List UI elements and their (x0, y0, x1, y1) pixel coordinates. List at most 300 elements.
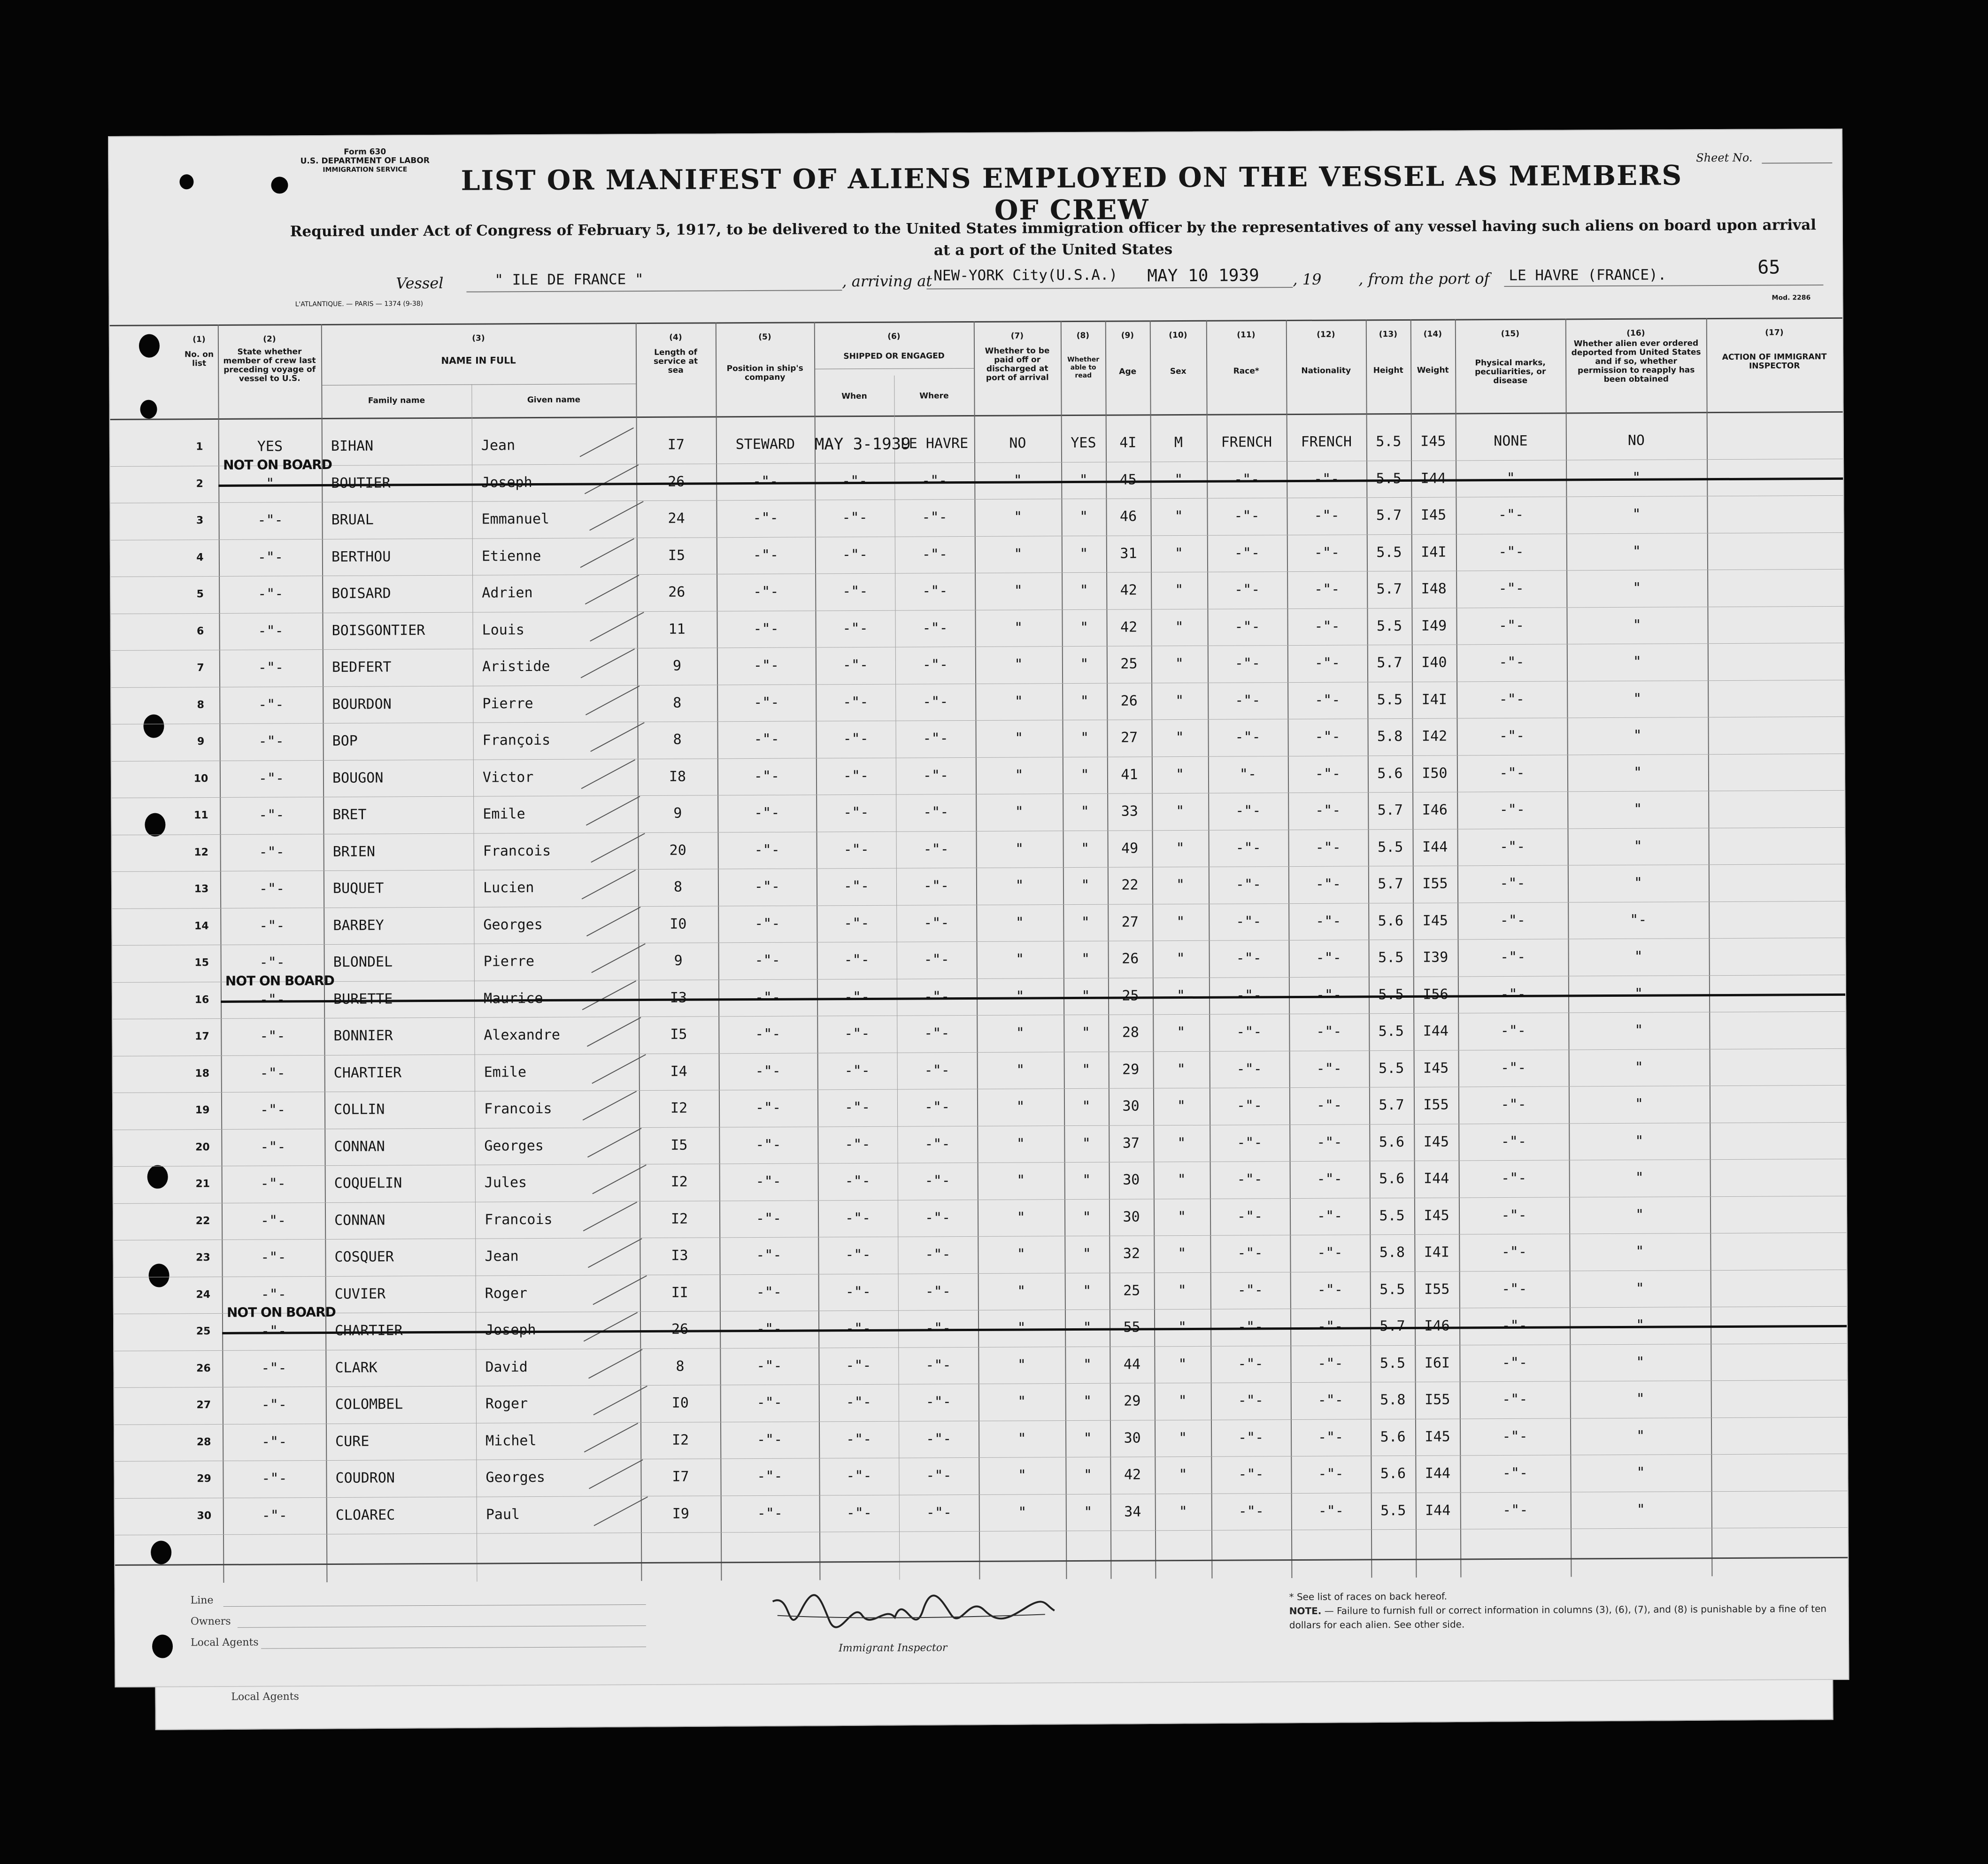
cell-when: -"- (843, 878, 870, 895)
note-text: — Failure to furnish full or correct information in columns (3), (6), (7), and (8) is punishable by a fine of ten dollars for each alien. See other side. (1289, 1603, 1827, 1631)
col-15-header: Physical marks, peculiarities, or disease (1475, 358, 1546, 386)
cell-marks: -"- (1500, 948, 1526, 966)
cell-family: COLLIN (333, 1101, 385, 1118)
cell-marks: -"- (1499, 654, 1525, 671)
cell-no: 11 (193, 809, 208, 822)
cell-given: Adrien (482, 585, 533, 601)
line-field (223, 1604, 646, 1607)
service-name: IMMIGRATION SERVICE (323, 166, 408, 174)
cell-family: BONNIER (333, 1027, 393, 1044)
cell-marks: -"- (1500, 1022, 1526, 1040)
cell-no: 13 (194, 883, 209, 895)
cell-given: Victor (482, 769, 534, 786)
cell-service: 8 (676, 1358, 685, 1375)
cell-nat: -"- (1315, 692, 1341, 709)
cell-when: -"- (846, 1504, 872, 1521)
cell-prev: " (266, 475, 275, 492)
cell-where: -"- (925, 1430, 952, 1447)
not-on-board-stamp: NOT ON BOARD (225, 972, 334, 989)
cell-read: " (1079, 582, 1088, 599)
cell-when: -"- (842, 472, 868, 489)
cell-read: " (1079, 545, 1088, 562)
cell-where: -"- (926, 1467, 952, 1484)
cell-nat: -"- (1318, 1355, 1343, 1372)
cell-weight: I45 (1420, 433, 1446, 450)
cell-prev: -"- (259, 880, 285, 897)
cell-paid: " (1014, 619, 1023, 636)
cell-prev: -"- (261, 1433, 287, 1450)
cell-marks: -"- (1502, 1464, 1528, 1482)
cell-sex: " (1176, 950, 1185, 967)
cell-service: 24 (668, 510, 685, 527)
cell-when: -"- (843, 804, 869, 821)
cell-sex: " (1179, 1466, 1187, 1483)
col-7-number: (7) (1010, 331, 1024, 341)
cell-position: -"- (754, 841, 780, 858)
cell-no: 2 (196, 478, 203, 490)
cell-marks: -"- (1499, 764, 1525, 781)
cell-when: -"- (842, 656, 869, 674)
cell-where: -"- (924, 1025, 950, 1042)
cell-prev: -"- (261, 1323, 287, 1340)
cell-deported: " (1633, 579, 1641, 596)
cell-sex: " (1174, 471, 1183, 488)
cell-prev: -"- (261, 1286, 286, 1303)
cell-sex: M (1174, 434, 1183, 451)
cell-family: CURE (335, 1433, 370, 1450)
cell-race: -"- (1237, 1134, 1263, 1151)
cell-weight: I48 (1421, 580, 1447, 597)
cell-family: CONNAN (334, 1211, 385, 1229)
cell-when: -"- (845, 1136, 871, 1153)
col-8-number: (8) (1076, 331, 1090, 341)
cell-deported: " (1636, 1464, 1645, 1481)
cell-given: Francois (484, 1211, 553, 1228)
cell-deported: " (1634, 1095, 1644, 1112)
cell-position: -"- (753, 657, 779, 674)
cell-race: -"- (1238, 1429, 1264, 1446)
cell-height: 5.8 (1377, 728, 1403, 745)
cell-read: " (1083, 1430, 1092, 1447)
cell-when: -"- (844, 951, 870, 969)
line-label: Line (190, 1594, 214, 1607)
not-on-board-stamp: NOT ON BOARD (223, 456, 332, 473)
cell-service: I2 (670, 1100, 688, 1117)
cell-given: David (485, 1358, 528, 1376)
cell-sex: " (1178, 1392, 1187, 1410)
cell-paid: " (1015, 840, 1024, 857)
immigrant-inspector-label: Immigrant Inspector (839, 1642, 948, 1655)
cell-sex: " (1175, 618, 1184, 635)
cell-nat: -"- (1315, 802, 1341, 819)
col-6-sub-where: Where (919, 391, 949, 401)
cell-paid: " (1014, 656, 1023, 673)
cell-nat: -"- (1314, 544, 1340, 561)
cell-age: 27 (1120, 729, 1138, 746)
cell-age: 46 (1119, 508, 1137, 525)
manifest-sheet (108, 129, 1849, 1687)
cell-position: -"- (756, 1394, 782, 1411)
cell-position: -"- (755, 1063, 781, 1079)
cell-where: -"- (923, 878, 949, 894)
cell-deported: " (1635, 1317, 1645, 1333)
cell-height: 5.5 (1378, 986, 1404, 1003)
form-no: Form 630 (344, 147, 386, 157)
cell-prev: -"- (260, 1101, 286, 1118)
cell-weight: I44 (1420, 470, 1446, 487)
cell-prev: -"- (258, 622, 284, 639)
cell-given: Georges (485, 1469, 545, 1486)
cell-service: I2 (670, 1210, 688, 1227)
cell-read: " (1083, 1393, 1092, 1410)
cell-family: BEDFERT (331, 659, 392, 676)
cell-no: 20 (195, 1141, 210, 1153)
cell-race: -"- (1234, 618, 1260, 635)
cell-family: BOISARD (331, 585, 391, 602)
cell-race: -"- (1234, 544, 1260, 562)
cell-no: 1 (196, 441, 203, 453)
cell-where: LE HAVRE (900, 435, 969, 452)
cell-weight: I44 (1424, 1170, 1449, 1187)
cell-sex: " (1176, 877, 1185, 893)
cell-where: -"- (924, 951, 949, 968)
cell-position: -"- (753, 473, 778, 490)
cell-given: Emmanuel (481, 510, 550, 528)
cell-when: -"- (845, 1246, 871, 1263)
cell-nat: -"- (1315, 839, 1341, 856)
cell-position: -"- (755, 915, 780, 932)
punch-hole (271, 177, 288, 193)
cell-paid: " (1016, 1062, 1025, 1078)
cell-when: MAY 3-1939 (814, 434, 911, 454)
cell-when: -"- (846, 1431, 872, 1448)
cell-no: 21 (195, 1178, 210, 1190)
cell-age: 30 (1123, 1208, 1140, 1225)
cell-nat: -"- (1314, 618, 1340, 635)
cell-deported: " (1632, 506, 1641, 523)
cell-no: 27 (196, 1399, 211, 1411)
cell-age: 29 (1124, 1393, 1141, 1410)
cell-position: -"- (755, 1099, 781, 1117)
cell-height: 5.5 (1380, 1502, 1406, 1519)
cell-family: BOISGONTIER (331, 622, 425, 639)
cell-deported: " (1634, 948, 1643, 965)
cell-given: Francois (484, 1100, 552, 1117)
cell-read: " (1081, 840, 1090, 857)
col-9-number: (9) (1121, 331, 1134, 340)
cell-service: I0 (671, 1394, 689, 1411)
cell-sex: " (1176, 987, 1186, 1004)
cell-no: 7 (197, 662, 204, 674)
cell-deported: " (1634, 985, 1643, 1002)
cell-read: " (1081, 1024, 1090, 1041)
cell-nat: -"- (1315, 876, 1341, 893)
cell-given: Joseph (481, 474, 532, 491)
from-port-underline (1504, 285, 1823, 287)
cell-paid: " (1015, 877, 1024, 894)
cell-prev: -"- (259, 843, 285, 861)
cell-height: 5.8 (1379, 1244, 1405, 1261)
cell-nat: -"- (1314, 581, 1340, 598)
cell-position: -"- (755, 1025, 781, 1043)
cell-service: I7 (667, 436, 685, 453)
cell-paid: " (1014, 546, 1023, 562)
cell-height: 5.6 (1380, 1428, 1406, 1445)
cell-deported: " (1634, 1059, 1643, 1076)
cell-service: 9 (672, 657, 682, 674)
cell-height: 5.5 (1376, 617, 1402, 634)
cell-position: -"- (754, 768, 780, 785)
cell-paid: " (1013, 472, 1022, 489)
cell-paid: " (1017, 1393, 1026, 1410)
cell-when: -"- (843, 767, 869, 784)
cell-age: 26 (1120, 692, 1138, 709)
cell-marks: -"- (1502, 1391, 1528, 1408)
cell-paid: " (1015, 730, 1024, 747)
owners-label: Owners (190, 1615, 231, 1628)
cell-deported: " (1634, 801, 1642, 817)
cell-family: BURETTE (333, 990, 393, 1008)
department-name: U.S. DEPARTMENT OF LABOR (300, 156, 430, 166)
cell-no: 19 (195, 1104, 210, 1117)
col-13-number: (13) (1379, 330, 1398, 339)
cell-where: -"- (924, 1062, 950, 1078)
cell-sex: " (1177, 1134, 1186, 1151)
cell-marks: -"- (1501, 1059, 1526, 1076)
vessel-label: Vessel (396, 274, 444, 293)
cell-service: II (671, 1284, 688, 1301)
cell-read: " (1080, 693, 1089, 709)
cell-paid: " (1017, 1172, 1025, 1189)
cell-no: 10 (193, 772, 208, 785)
cell-paid: " (1018, 1503, 1027, 1521)
cell-family: CLOAREC (335, 1506, 395, 1524)
cell-where: -"- (924, 988, 950, 1005)
cell-service: 9 (674, 952, 683, 969)
cell-sex: " (1175, 655, 1184, 672)
cell-nat: -"- (1317, 1244, 1343, 1261)
cell-where: -"- (923, 730, 948, 747)
cell-deported: " (1636, 1501, 1645, 1518)
cell-when: -"- (844, 988, 870, 1005)
cell-when: -"- (845, 1172, 871, 1190)
cell-position: -"- (754, 694, 779, 711)
cell-weight: I46 (1422, 801, 1448, 818)
cell-nat: -"- (1317, 1208, 1343, 1225)
cell-where: -"- (923, 693, 948, 710)
cell-paid: " (1016, 988, 1025, 1005)
cell-race: -"- (1238, 1392, 1264, 1409)
cell-no: 6 (196, 625, 204, 637)
cell-deported: " (1634, 838, 1642, 855)
col-9-header: Age (1119, 367, 1137, 377)
cell-deported: " (1634, 874, 1643, 891)
cell-sex: " (1175, 582, 1184, 599)
cell-when: -"- (844, 1025, 870, 1042)
cell-height: 5.7 (1379, 1317, 1405, 1335)
col-3-number: (3) (472, 333, 485, 343)
cell-paid: " (1013, 508, 1023, 525)
cell-position: -"- (756, 1247, 782, 1263)
col-14-number: (14) (1423, 329, 1442, 339)
local-agents-field (261, 1647, 646, 1649)
cell-position: -"- (755, 1173, 781, 1190)
cell-height: 5.6 (1378, 912, 1403, 929)
cell-position: -"- (755, 1136, 781, 1153)
page-title: LIST OR MANIFEST OF ALIENS EMPLOYED ON THE VESSEL AS MEMBERS OF CREW (461, 159, 1683, 226)
cell-given: Jean (485, 1248, 519, 1265)
cell-marks: NONE (1494, 432, 1528, 450)
cell-given: Francois (483, 842, 551, 860)
cell-race: -"- (1237, 1171, 1263, 1188)
cell-read: " (1083, 1356, 1092, 1373)
cell-race: -"- (1235, 729, 1261, 746)
cell-deported: " (1636, 1390, 1645, 1407)
cell-given: Pierre (483, 953, 535, 970)
cell-deported: NO (1627, 432, 1645, 449)
cell-no: 30 (197, 1510, 212, 1522)
cell-where: -"- (924, 914, 949, 931)
cell-read: " (1081, 950, 1090, 967)
cell-height: 5.6 (1377, 765, 1403, 782)
cell-height: 5.5 (1378, 949, 1404, 966)
cell-nat: -"- (1318, 1502, 1344, 1519)
cell-given: Pierre (482, 695, 533, 712)
col-16-header: Whether alien ever ordered deported from United States and if so, whether permission to reapply has been obtained (1571, 339, 1701, 385)
cell-when: -"- (844, 1099, 871, 1116)
cell-given: Roger (485, 1395, 528, 1412)
cell-read: " (1081, 987, 1090, 1004)
col-11-header: Race* (1233, 366, 1259, 376)
cell-given: Paul (485, 1506, 520, 1523)
cell-service: 26 (668, 584, 686, 601)
cell-marks: -"- (1501, 1133, 1527, 1150)
cell-family: BOP (332, 732, 358, 749)
punch-hole (152, 1634, 173, 1658)
cell-weight: I45 (1423, 1133, 1449, 1150)
local-agents-label: Local Agents (190, 1636, 259, 1649)
cell-prev: -"- (258, 733, 284, 750)
cell-read: " (1082, 1098, 1091, 1115)
cell-where: -"- (922, 546, 948, 562)
cell-where: -"- (923, 804, 949, 821)
cell-where: -"- (925, 1246, 951, 1263)
cell-where: -"- (922, 509, 948, 526)
cell-when: -"- (844, 1062, 870, 1079)
col-10-header: Sex (1170, 366, 1187, 377)
cell-nat: -"- (1316, 1060, 1342, 1077)
cell-weight: I45 (1423, 1060, 1449, 1077)
col-3-sub-family: Family name (368, 396, 425, 406)
col-3-sub-given: Given name (527, 395, 581, 405)
punch-hole (179, 174, 193, 189)
cell-where: -"- (923, 767, 949, 784)
cell-race: -"- (1234, 508, 1260, 524)
crew-manifest-table (110, 317, 1848, 1583)
cell-read: " (1080, 655, 1089, 672)
cell-weight: I45 (1424, 1207, 1449, 1224)
cell-height: 5.5 (1379, 1355, 1406, 1371)
cell-marks: -"- (1501, 1096, 1526, 1113)
cell-family: BRIEN (332, 843, 376, 860)
cell-deported: " (1633, 653, 1642, 670)
cell-service: 26 (671, 1321, 689, 1338)
col-4-number: (4) (669, 332, 682, 342)
cell-when: -"- (845, 1283, 871, 1300)
cell-weight: I46 (1424, 1317, 1450, 1334)
cell-race: -"- (1236, 950, 1262, 967)
cell-position: -"- (756, 1357, 782, 1374)
cell-family: BERTHOU (331, 548, 391, 565)
cell-weight: I6I (1424, 1355, 1450, 1371)
cell-deported: " (1635, 1206, 1644, 1223)
cell-family: COSQUER (334, 1248, 394, 1265)
col-8-header: Whether able to read (1067, 355, 1100, 380)
arriving-port: NEW-YORK City(U.S.A.) (933, 266, 1118, 285)
col-5-header: Position in ship's company (726, 363, 803, 383)
cell-service: I5 (668, 547, 686, 564)
cell-deported: " (1635, 1280, 1644, 1297)
cell-family: BUQUET (332, 880, 384, 897)
cell-nat: -"- (1317, 1318, 1343, 1335)
cell-service: I3 (671, 1247, 688, 1264)
cell-sex: " (1179, 1503, 1187, 1520)
cell-marks: -"- (1502, 1354, 1528, 1371)
cell-prev: -"- (258, 659, 284, 676)
cell-nat: -"- (1317, 1281, 1343, 1298)
col-13-header: Height (1373, 365, 1403, 376)
cell-prev: -"- (262, 1507, 287, 1524)
cell-position: -"- (753, 547, 779, 563)
cell-age: 49 (1121, 840, 1139, 857)
cell-race: -"- (1238, 1466, 1264, 1483)
name-subrule (321, 384, 636, 385)
cell-read: " (1082, 1171, 1091, 1188)
cell-given: Maurice (483, 990, 543, 1007)
cell-weight: I44 (1423, 1023, 1449, 1040)
not-on-board-stamp: NOT ON BOARD (226, 1304, 336, 1320)
cell-service: I3 (670, 989, 687, 1006)
cell-sex: " (1177, 1024, 1186, 1041)
cell-deported: " (1633, 764, 1642, 781)
cell-height: 5.5 (1376, 470, 1402, 487)
cell-position: -"- (754, 804, 780, 822)
cell-age: 32 (1123, 1245, 1140, 1262)
cell-position: -"- (753, 583, 779, 601)
printer-mark: L'ATLANTIQUE. — PARIS — 1374 (9-38) (295, 300, 424, 308)
cell-paid: " (1016, 1098, 1025, 1115)
col-5-number: (5) (758, 332, 771, 342)
col-1-header: No. on list (184, 350, 214, 369)
cell-marks: -"- (1498, 580, 1524, 597)
cell-where: -"- (922, 583, 948, 600)
cell-when: -"- (845, 1209, 871, 1226)
col-2-header: State whether member of crew last preceding voyage of vessel to U.S. (223, 347, 316, 384)
cell-deported: " (1635, 1243, 1644, 1260)
cell-when: -"- (846, 1357, 871, 1374)
cell-race: -"- (1235, 802, 1261, 819)
cell-height: 5.7 (1376, 580, 1402, 598)
cell-when: -"- (843, 693, 869, 710)
cell-paid: " (1017, 1430, 1026, 1447)
cell-where: -"- (925, 1283, 951, 1300)
cell-no: 23 (196, 1252, 210, 1264)
cell-where: -"- (924, 1099, 950, 1116)
cell-sex: " (1176, 913, 1185, 930)
cell-paid: " (1017, 1209, 1025, 1226)
cell-prev: YES (257, 438, 283, 455)
col-1-number: (1) (193, 335, 206, 345)
